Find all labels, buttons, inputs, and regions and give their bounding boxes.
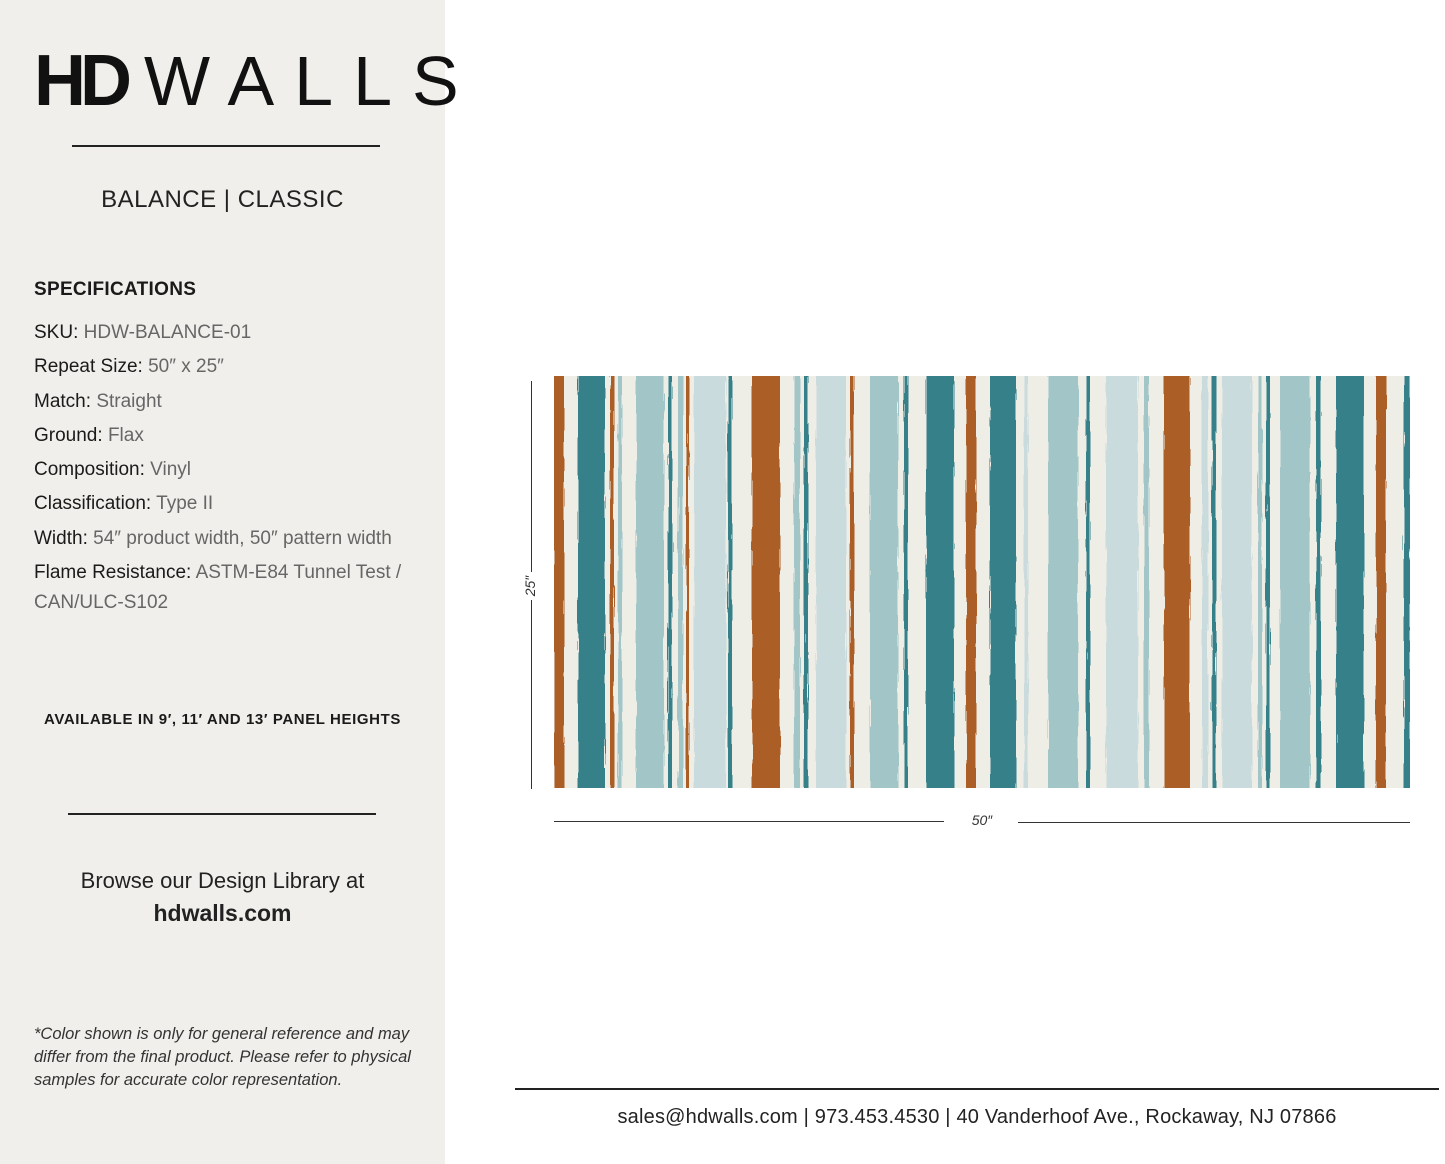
pattern-stripe — [1144, 376, 1149, 788]
pattern-stripe — [1212, 376, 1216, 788]
collection-name: BALANCE | CLASSIC — [101, 186, 344, 213]
spec-label: Repeat Size: — [34, 356, 143, 378]
pattern-stripe — [578, 376, 605, 788]
logo-light-text: WALLS — [144, 42, 479, 120]
pattern-stripe — [1316, 376, 1321, 788]
pattern-stripe — [966, 376, 976, 788]
spec-label: Composition: — [34, 459, 145, 481]
spec-row — [34, 455, 424, 485]
spec-label: Match: — [34, 390, 92, 412]
website-link[interactable]: hdwalls.com — [153, 900, 292, 926]
pattern-stripe — [850, 376, 854, 788]
pattern-stripe — [752, 376, 780, 788]
color-disclaimer: *Color shown is only for general reference and may differ from the final product. Please refer to physical samples for accurate color representation. — [34, 1025, 411, 1089]
pattern-stripe — [686, 376, 689, 788]
pattern-stripe — [728, 376, 732, 788]
pattern-stripe — [804, 376, 808, 788]
pattern-stripe — [1258, 376, 1262, 788]
mid-divider — [68, 813, 376, 815]
pattern-stripe — [1280, 376, 1310, 788]
pattern-stripe — [1222, 376, 1252, 788]
spec-row — [34, 489, 424, 519]
pattern-stripe — [926, 376, 954, 788]
availability-note: AVAILABLE IN 9′, 11′ AND 13′ PANEL HEIGHTS — [44, 711, 401, 728]
pattern-stripe — [904, 376, 908, 788]
spec-value: Vinyl — [150, 459, 192, 481]
spec-value: ASTM-E84 Tunnel Test / CAN/ULC-S102 — [34, 562, 402, 614]
pattern-stripe — [554, 376, 564, 788]
specifications-heading: SPECIFICATIONS — [34, 279, 197, 300]
spec-label: Width: — [34, 527, 88, 549]
browse-library — [0, 865, 445, 929]
pattern-stripe — [1404, 376, 1410, 788]
pattern-stripe — [618, 376, 622, 788]
header-divider — [72, 145, 380, 147]
logo-bold-text: HD — [34, 41, 126, 121]
pattern-stripe — [794, 376, 800, 788]
pattern-stripe — [1336, 376, 1364, 788]
spec-value: Type II — [156, 493, 214, 515]
height-dimension-label: 25″ — [522, 572, 542, 600]
spec-value: HDW-BALANCE-01 — [83, 322, 252, 343]
spec-label: SKU: — [34, 322, 79, 343]
spec-label: Classification: — [34, 493, 152, 515]
pattern-stripe — [1106, 376, 1138, 788]
spec-row — [34, 352, 424, 382]
spec-label: Flame Resistance: — [34, 562, 192, 584]
pattern-stripe — [636, 376, 664, 788]
spec-value: 54″ product width, 50″ pattern width — [93, 527, 392, 549]
pattern-stripe — [1266, 376, 1270, 788]
pattern-stripe — [1086, 376, 1090, 788]
pattern-stripe — [1164, 376, 1190, 788]
spec-row — [34, 421, 424, 451]
spec-row — [34, 318, 424, 348]
pattern-stripe — [610, 376, 614, 788]
spec-value: 50″ x 25″ — [148, 356, 224, 378]
spec-row — [34, 524, 424, 554]
wallpaper-pattern-swatch — [554, 376, 1410, 788]
pattern-stripe — [1048, 376, 1078, 788]
spec-value: Flax — [107, 424, 144, 446]
footer-divider — [515, 1088, 1439, 1090]
pattern-stripe — [990, 376, 1016, 788]
pattern-stripe — [1376, 376, 1386, 788]
spec-row — [34, 558, 424, 618]
hd-walls-logo — [34, 41, 479, 121]
specifications-list — [34, 318, 424, 622]
spec-row — [34, 387, 424, 417]
browse-text: Browse our Design Library at — [80, 868, 365, 893]
width-dimension-line-left — [554, 821, 944, 822]
spec-sidebar — [0, 0, 479, 1164]
pattern-stripe — [668, 376, 672, 788]
spec-label: Ground: — [34, 424, 103, 446]
spec-value: Straight — [96, 390, 162, 412]
pattern-stripe — [870, 376, 898, 788]
width-dimension-label: 50″ — [971, 812, 993, 828]
pattern-stripe — [1202, 376, 1208, 788]
pattern-stripe — [694, 376, 726, 788]
footer-contact: sales@hdwalls.com | 973.453.4530 | 40 Vanderhoof Ave., Rockaway, NJ 07866 — [617, 1106, 1337, 1128]
width-dimension-line-right — [1018, 822, 1410, 823]
pattern-stripe — [816, 376, 846, 788]
pattern-stripe — [678, 376, 683, 788]
pattern-stripe — [1024, 376, 1028, 788]
